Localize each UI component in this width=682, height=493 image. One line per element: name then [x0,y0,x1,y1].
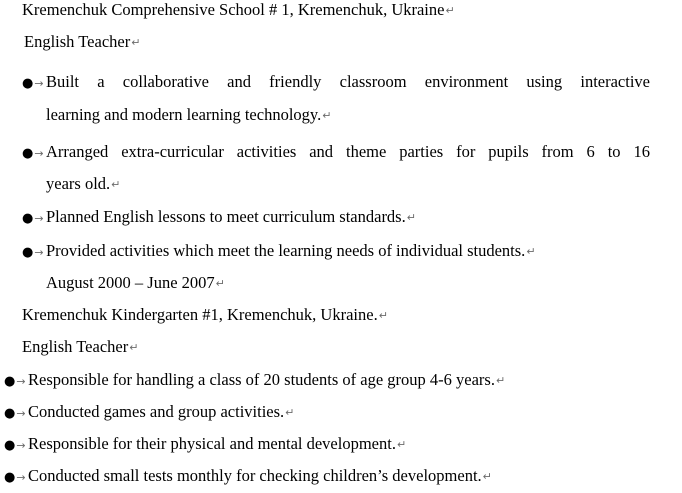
bullet-text: Responsible for their physical and mental development. [28,434,396,453]
employer-line [22,305,388,325]
bullet-icon: ● [22,245,34,260]
bullet-text-line [28,466,492,486]
paragraph-mark-icon: ↵ [215,277,225,291]
paragraph-mark-icon: ↵ [129,341,139,355]
bullet-marker [4,370,26,390]
bullet-text-line [46,241,536,261]
bullet-text-line [28,402,294,422]
job-title-text: English Teacher [22,337,129,356]
bullet-icon: ● [22,146,34,161]
bullet-text: Conducted small tests monthly for checking children’s development. [28,466,482,485]
bullet-icon: ● [4,438,16,453]
paragraph-mark-icon: ↵ [495,374,506,388]
bullet-text-line [46,142,650,162]
job-title-text: English Teacher [24,32,131,51]
tab-arrow-icon: → [16,375,26,388]
bullet-marker [4,434,26,454]
job-title-line [24,32,140,52]
bullet-marker [22,207,44,227]
bullet-text-line [46,174,120,194]
paragraph-mark-icon: ↵ [322,109,332,123]
bullet-text-line [46,105,331,125]
bullet-marker [22,142,44,162]
employer-line [22,0,455,20]
paragraph-mark-icon: ↵ [396,438,407,452]
tab-arrow-icon: → [16,439,26,452]
employer-text: Kremenchuk Kindergarten #1, Kremenchuk, Ukraine. [22,305,378,324]
bullet-text-line [28,370,505,390]
bullet-text: Provided activities which meet the learning needs of individual students. [46,241,526,260]
bullet-icon: ● [4,406,16,421]
date-range-text: August 2000 – June 2007 [46,273,215,292]
bullet-text-line [46,207,416,227]
employer-text: Kremenchuk Comprehensive School # 1, Kremenchuk, Ukraine [22,0,445,19]
bullet-text: learning and modern learning technology. [46,105,322,124]
tab-arrow-icon: → [34,212,44,225]
bullet-text-line [28,434,406,454]
paragraph-mark-icon: ↵ [111,178,121,192]
paragraph-mark-icon: ↵ [526,245,536,259]
bullet-marker [4,402,26,422]
bullet-icon: ● [4,374,16,389]
paragraph-mark-icon: ↵ [445,4,455,18]
date-range-line [46,273,225,293]
bullet-text: Planned English lessons to meet curriculum standards. [46,207,406,226]
job-title-line [22,337,138,357]
tab-arrow-icon: → [16,471,26,484]
paragraph-mark-icon: ↵ [406,211,416,225]
paragraph-mark-icon: ↵ [285,406,295,420]
paragraph-mark-icon: ↵ [378,309,388,323]
tab-arrow-icon: → [16,407,26,420]
tab-arrow-icon: → [34,147,44,160]
bullet-text: Conducted games and group activities. [28,402,285,421]
tab-arrow-icon: → [34,246,44,259]
bullet-text: years old. [46,174,111,193]
bullet-icon: ● [4,470,16,485]
bullet-icon: ● [22,211,34,226]
bullet-marker [4,466,26,486]
bullet-marker [22,72,44,92]
bullet-text: Arranged extra-curricular activities and theme parties for pupils from 6 to 16 [46,142,650,161]
bullet-icon: ● [22,76,34,91]
tab-arrow-icon: → [34,77,44,90]
bullet-text: Responsible for handling a class of 20 students of age group 4-6 years. [28,370,495,389]
paragraph-mark-icon: ↵ [482,470,492,484]
bullet-text-line [46,72,650,92]
paragraph-mark-icon: ↵ [131,36,141,50]
bullet-text: Built a collaborative and friendly classroom environment using interactive [46,72,650,91]
bullet-marker [22,241,44,261]
